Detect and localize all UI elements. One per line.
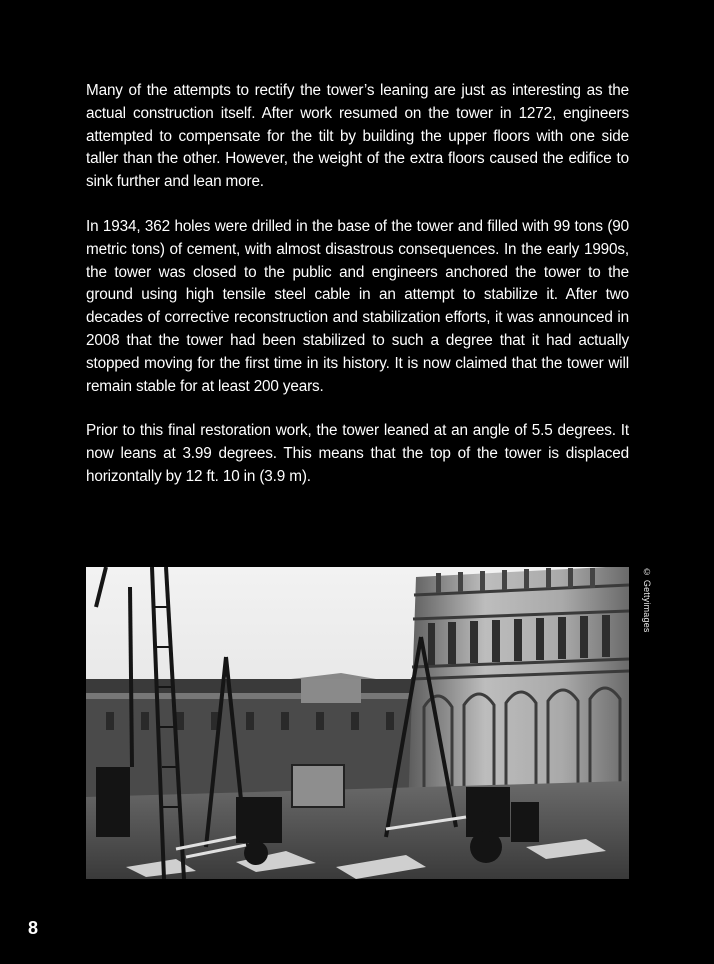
photo-credit: © Gettyimages — [642, 567, 652, 633]
paragraph-1934-cement: In 1934, 362 holes were drilled in the base of the tower and filled with 99 tons (90 metric tons) of cement, with almost disastrous consequences. In the early 1990s, the tower was closed to the public and engineers anchored the tower to the ground using high tensile steel cable in an attempt to stabilize it. After two decades of corrective reconstruction and stabilization efforts, it was announced in 2008 that the tower had been stabilized to such a degree that it had actually stopped moving for the first time in its history. It is now claimed that the tower will remain stable for at least 200 years. — [86, 217, 629, 395]
historical-photo-tower-construction — [86, 567, 629, 879]
article-body — [86, 80, 629, 511]
paragraph-lean-angle: Prior to this final restoration work, the tower leaned at an angle of 5.5 degrees. It now leans at 3.99 degrees. This means that the top of the tower is displaced horizontally by 12 ft. 10 in (3.9 m). — [86, 422, 629, 485]
paragraph-construction-attempts: Many of the attempts to rectify the tower’s leaning are just as interesting as the actual construction itself. After work resumed on the tower in 1272, engineers attempted to compensate for the tilt by building the upper floors with one side taller than the other. However, the weight of the extra floors caused the edifice to sink further and lean more. — [86, 82, 629, 191]
page-number: 8 — [28, 918, 39, 938]
